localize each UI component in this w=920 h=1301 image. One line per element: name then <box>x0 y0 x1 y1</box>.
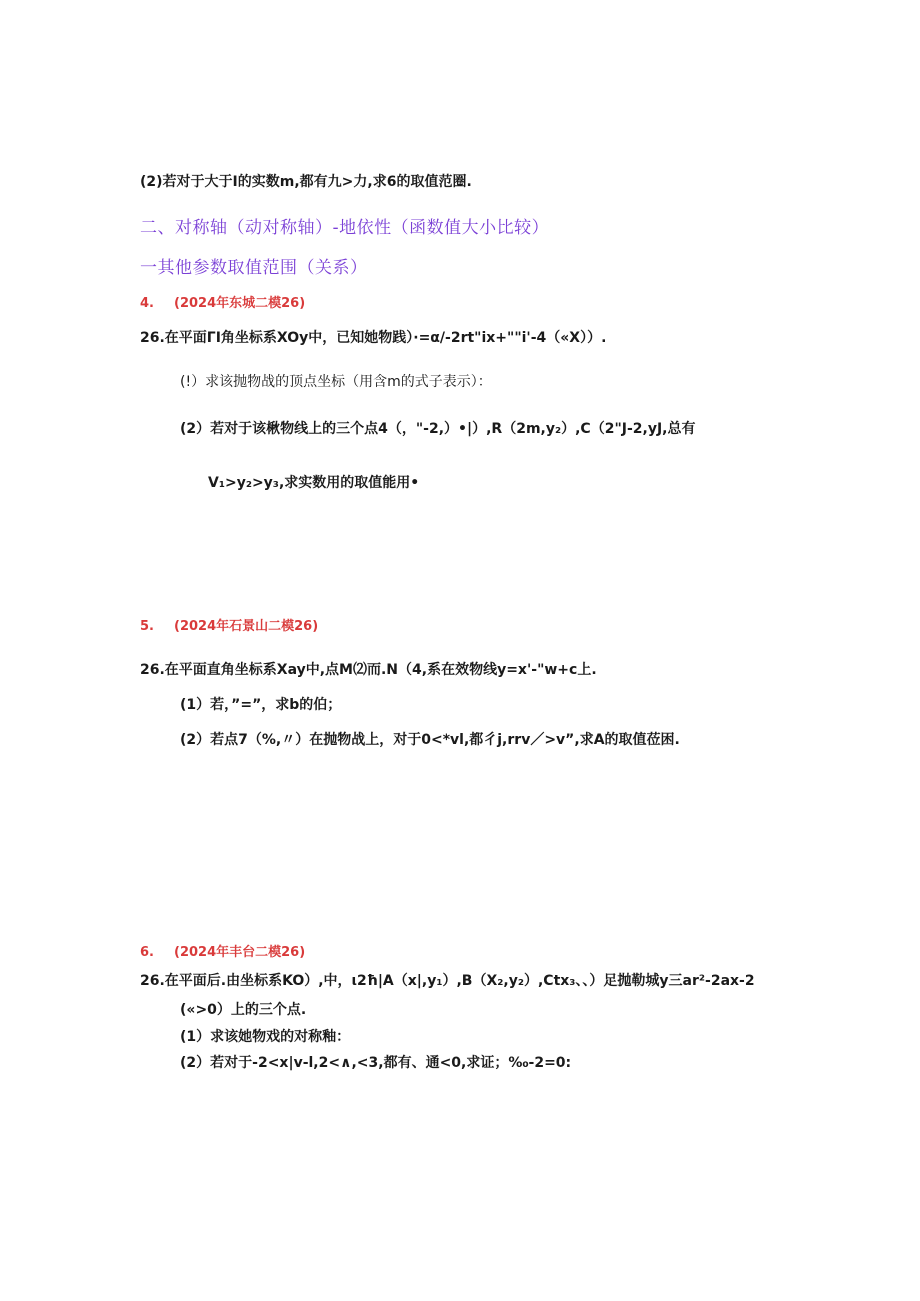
question-part: V₁>y₂>y₃,求实数用的取值能用• <box>208 475 420 491</box>
question-part: (!）求该抛物战的顶点坐标（用含m的式子表示）： <box>180 374 492 390</box>
question-number: 4. <box>140 296 154 311</box>
part-text: (2)若对于大于I的实数m,都有九>力,求6的取值范圈. <box>140 174 472 190</box>
question-header <box>140 945 305 961</box>
question-number: 6. <box>140 945 154 960</box>
question-header <box>140 619 318 635</box>
question-stem: 26.在平面直角坐标系Xay中,点M⑵而.N（4,系在效物线y=x'-"w+c上. <box>140 662 597 678</box>
question-source: (2024年东城二模26) <box>174 296 306 311</box>
question-stem: 26.在平面后.由坐标系KO）,中，ι2ħ|A（x|,y₁）,B（X₂,y₂）,Ctx₃、、）足抛勒城y三ar²-2ax-2 <box>140 973 755 989</box>
question-stem: 26.在平面ΓI角坐标系XOy中，已知她物践）·=α/-2rt"ix+""i'-4（«X））. <box>140 330 607 346</box>
question-part: (1）求该她物戏的对称釉： <box>180 1029 351 1045</box>
question-number: 5. <box>140 619 154 634</box>
question-source: (2024年丰台二模26) <box>174 945 306 960</box>
question-header <box>140 296 305 312</box>
question-part: (2）若对于该楸物线上的三个点4（，"-2,）•|）,R（2m,y₂）,C（2"J-2,yJ,总有 <box>180 421 696 437</box>
section-subheading: 一其他参数取值范围（关系） <box>140 258 368 278</box>
question-source: (2024年石景山二模26) <box>174 619 319 634</box>
question-part: (2）若点7（%,〃）在抛物战上，对于0<*vl,都彳j,rrv／>v”,求A的取值莅困. <box>180 732 680 748</box>
section-heading: 二、对称轴（动对称轴）-地依性（函数值大小比较） <box>140 218 550 238</box>
question-part: («>0）上的三个点. <box>180 1002 307 1018</box>
question-part: (2）若对于-2<x|v-l,2<∧,<3,都有、通<0,求证；‰-2=0: <box>180 1055 572 1071</box>
question-part: (1）若，”=”，求b的伯； <box>180 697 342 713</box>
